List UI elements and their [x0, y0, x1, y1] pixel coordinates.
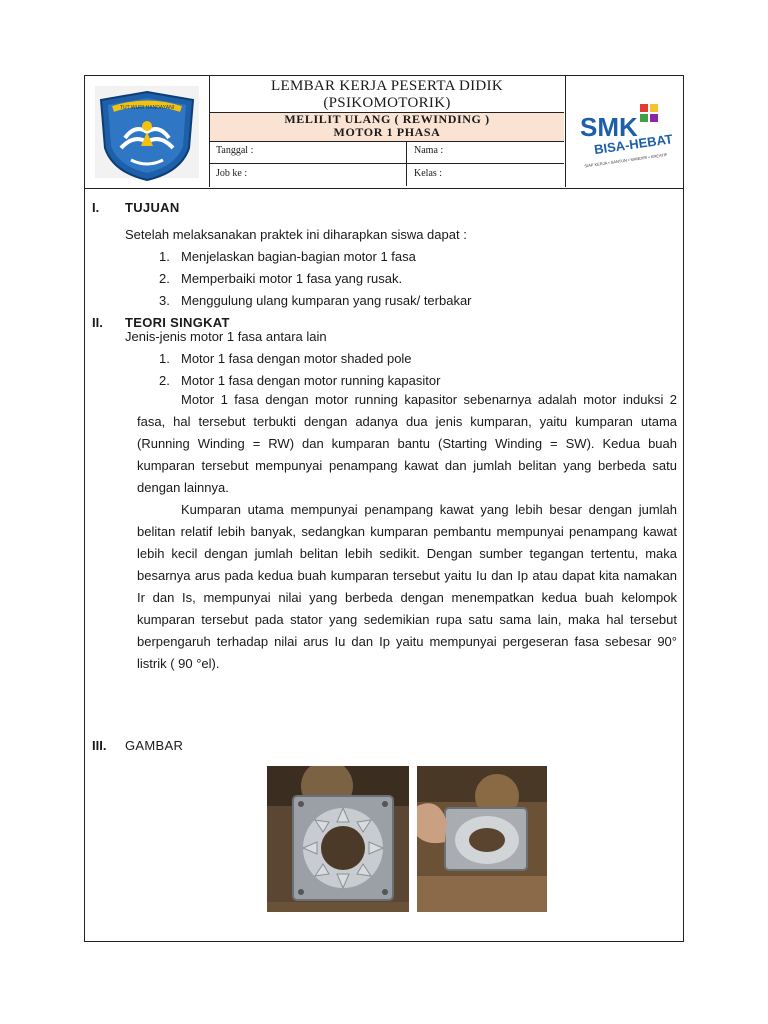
list-text: Menggulung ulang kumparan yang rusak/ terbakar — [181, 293, 472, 308]
subtitle-line-2: MOTOR 1 PHASA — [333, 125, 441, 139]
list-text: Motor 1 fasa dengan motor running kapasitor — [181, 373, 441, 388]
smk-logo-text: SMK — [580, 112, 638, 142]
section-3-number: III. — [92, 738, 107, 753]
row-jobke-kelas — [210, 164, 564, 186]
list-number: 3. — [159, 293, 170, 308]
worksheet-subtitle — [210, 112, 564, 142]
tanggal-label: Tanggal : — [216, 145, 254, 156]
row-divider — [406, 141, 407, 163]
nama-label: Nama : — [414, 145, 444, 156]
worksheet-frame — [84, 75, 684, 942]
section-2-title: TEORI SINGKAT — [125, 315, 230, 330]
tut-wuri-logo-icon — [85, 76, 209, 187]
title-line-2: (PSIKOMOTORIK) — [323, 95, 451, 111]
subtitle-line-1: MELILIT ULANG ( REWINDING ) — [284, 112, 490, 126]
list-number: 1. — [159, 249, 170, 264]
smk-bisa-hebat-logo — [565, 76, 684, 187]
list-number: 2. — [159, 271, 170, 286]
list-number: 1. — [159, 351, 170, 366]
smk-logo-tagline: SIAP KERJA • SANTUN • MANDIRI • KREATIF — [584, 151, 668, 169]
list-text: Memperbaiki motor 1 fasa yang rusak. — [181, 271, 403, 286]
smk-logo-icon — [566, 76, 684, 187]
list-text: Motor 1 fasa dengan motor shaded pole — [181, 351, 412, 366]
section-2-number: II. — [92, 315, 103, 330]
jobke-label: Job ke : — [216, 168, 248, 179]
row-tanggal-nama — [210, 141, 564, 164]
header-title-block — [210, 76, 564, 187]
list-number: 2. — [159, 373, 170, 388]
tut-wuri-handayani-logo — [85, 76, 210, 187]
worksheet-header — [85, 76, 683, 189]
logo-motto-text: TUT WURI HANDAYANI — [119, 105, 175, 111]
section-3-title: GAMBAR — [125, 738, 184, 753]
theory-paragraph-1: Motor 1 fasa dengan motor running kapasitor sebenarnya adalah motor induksi 2 fasa, hal tersebut terbukti dengan adanya dua jenis kumparan, yaitu kumparan utama (Running Winding = RW) dan kumparan bantu (Starting Winding = SW). Kedua buah kumparan tersebut mempunyai penampang kawat dan jumlah belitan yang berbeda satu dengan lainnya. — [137, 392, 677, 495]
theory-paragraph-2: Kumparan utama mempunyai penampang kawat yang lebih besar dengan jumlah belitan relatif lebih banyak, sedangkan kumparan pembantu mempunyai penampang kawat lebih kecil dengan jumlah belitan lebih sedikit. Dengan sumber tegangan tertentu, maka besarnya arus pada kedua buah kumparan tersebut yaitu Iu dan Ip atau dapat kita namakan Ir dan Is, mempunyai nilai yang berbeda dengan menempatkan kedua buah kelompok kumparan tersebut pada stator yang sedemikian rupa satu sama lain, maka hal tersebut berpengaruh terhadap nilai arus Iu dan Ip yaitu mempunyai pergeseran fasa sebesar 90° listrik ( 90 °el). — [137, 502, 677, 671]
smk-logo-subtext: BISA-HEBAT — [593, 131, 674, 158]
list-text: Menjelaskan bagian-bagian motor 1 fasa — [181, 249, 416, 264]
section-1-intro: Setelah melaksanakan praktek ini diharapkan siswa dapat : — [125, 227, 467, 242]
kelas-label: Kelas : — [414, 168, 443, 179]
stator-photo-1 — [267, 766, 409, 912]
section-1-number: I. — [92, 200, 100, 215]
section-2-intro: Jenis-jenis motor 1 fasa antara lain — [125, 329, 327, 344]
title-line-1: LEMBAR KERJA PESERTA DIDIK — [271, 78, 503, 94]
section-1-title: TUJUAN — [125, 200, 180, 215]
row-divider — [406, 164, 407, 186]
worksheet-title — [210, 78, 564, 112]
stator-photo-2 — [417, 766, 547, 912]
